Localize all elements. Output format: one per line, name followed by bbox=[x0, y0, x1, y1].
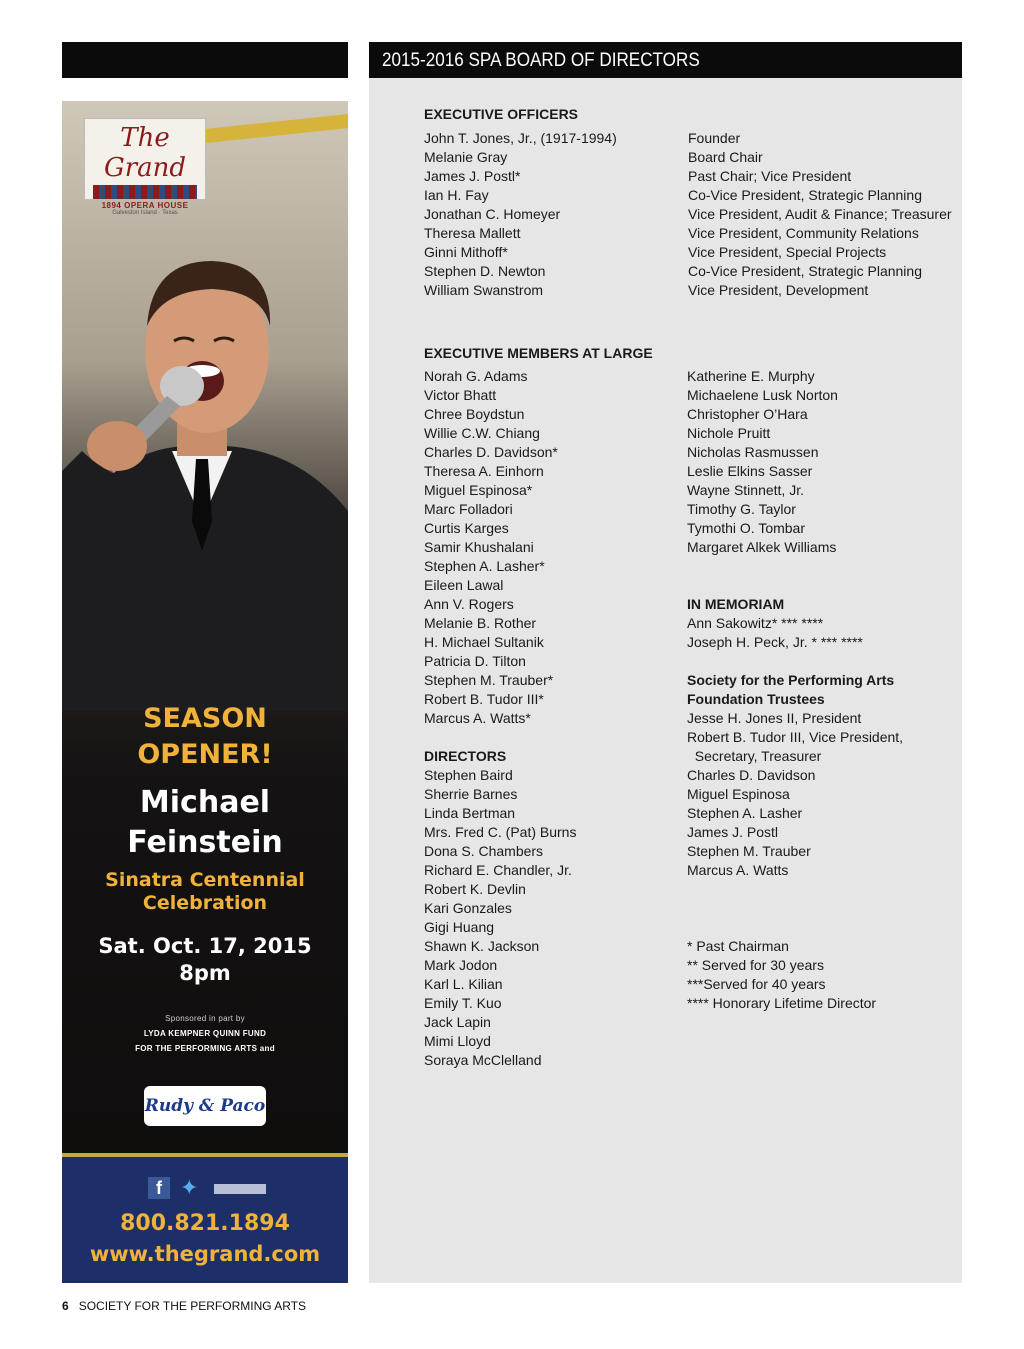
director-name: Mimi Lloyd bbox=[424, 1033, 491, 1049]
ad-sponsor-line-1: Sponsored in part by bbox=[165, 1014, 245, 1023]
page-number: 6 bbox=[62, 1299, 69, 1313]
member-name: Eileen Lawal bbox=[424, 577, 504, 593]
spacer bbox=[687, 557, 903, 595]
member-name: Stephen A. Lasher* bbox=[424, 558, 545, 574]
member-name: Melanie B. Rother bbox=[424, 615, 537, 631]
ad-event-line-2: Celebration bbox=[142, 892, 268, 914]
memoriam-name: Joseph H. Peck, Jr. * *** **** bbox=[687, 634, 863, 650]
member-name: Willie C.W. Chiang bbox=[424, 425, 540, 441]
social-badge-icon bbox=[214, 1184, 266, 1194]
officer-title: Vice President, Audit & Finance; Treasurer bbox=[688, 206, 952, 222]
officer-title: Vice President, Special Projects bbox=[688, 244, 887, 260]
section-heading-foundation-2: Foundation Trustees bbox=[687, 691, 825, 707]
member-name: Christopher O’Hara bbox=[687, 406, 808, 422]
publication-name: SOCIETY FOR THE PERFORMING ARTS bbox=[78, 1299, 307, 1313]
logo-location: Galveston Island · Texas bbox=[112, 210, 178, 216]
trustee-name: Secretary, Treasurer bbox=[687, 748, 822, 764]
memoriam-name: Ann Sakowitz* *** **** bbox=[687, 615, 824, 631]
twitter-icon: ✦ bbox=[180, 1175, 199, 1200]
rudy-paco-logo-text: Rudy & Paco bbox=[144, 1096, 266, 1116]
executive-officers-titles bbox=[688, 129, 952, 300]
trustee-name: Jesse H. Jones II, President bbox=[687, 710, 862, 726]
director-name: Soraya McClelland bbox=[424, 1052, 542, 1068]
ad-date: Sat. Oct. 17, 2015 bbox=[98, 934, 312, 958]
trustee-name: Marcus A. Watts bbox=[687, 862, 789, 878]
member-name: Samir Khushalani bbox=[424, 539, 534, 555]
member-name: Michaelene Lusk Norton bbox=[687, 387, 838, 403]
officer-name: Melanie Gray bbox=[424, 149, 508, 165]
ad-sponsor-line-2: LYDA KEMPNER QUINN FUND bbox=[143, 1029, 267, 1038]
the-grand-logo bbox=[84, 118, 206, 216]
ad-headline-2: OPENER! bbox=[137, 739, 273, 770]
officer-title: Co-Vice President, Strategic Planning bbox=[688, 263, 922, 279]
trustee-name: Miguel Espinosa bbox=[687, 786, 790, 802]
ad-headline-1: SEASON bbox=[143, 703, 267, 734]
advertisement bbox=[62, 101, 348, 1283]
officer-name: John T. Jones, Jr., (1917-1994) bbox=[424, 130, 617, 146]
members-at-large-col2 bbox=[687, 367, 903, 1013]
member-name: Victor Bhatt bbox=[424, 387, 497, 403]
director-name: Shawn K. Jackson bbox=[424, 938, 540, 954]
officer-name: Ginni Mithoff* bbox=[424, 244, 508, 260]
director-name: Emily T. Kuo bbox=[424, 995, 502, 1011]
member-name: Curtis Karges bbox=[424, 520, 509, 536]
trustee-name: Stephen M. Trauber bbox=[687, 843, 811, 859]
logo-subtitle: 1894 OPERA HOUSE bbox=[101, 201, 189, 210]
director-name: Kari Gonzales bbox=[424, 900, 512, 916]
member-name: H. Michael Sultanik bbox=[424, 634, 544, 650]
member-name: Patricia D. Tilton bbox=[424, 653, 526, 669]
director-name: Richard E. Chandler, Jr. bbox=[424, 862, 572, 878]
member-name: Margaret Alkek Williams bbox=[687, 539, 837, 555]
officer-title: Vice President, Community Relations bbox=[688, 225, 919, 241]
member-name: Norah G. Adams bbox=[424, 368, 528, 384]
member-name: Robert B. Tudor III* bbox=[424, 691, 544, 707]
spacer bbox=[424, 728, 653, 747]
director-name: Mark Jodon bbox=[424, 957, 498, 973]
legend-item: ** Served for 30 years bbox=[687, 957, 824, 973]
director-name: Linda Bertman bbox=[424, 805, 516, 821]
left-header-bar bbox=[62, 42, 348, 78]
legend-item: **** Honorary Lifetime Director bbox=[687, 995, 877, 1011]
performer-photo bbox=[62, 191, 348, 711]
ad-website: www.thegrand.com bbox=[89, 1242, 321, 1266]
section-heading-directors: DIRECTORS bbox=[424, 748, 507, 764]
member-name: Nicholas Rasmussen bbox=[687, 444, 819, 460]
member-name: Timothy G. Taylor bbox=[687, 501, 796, 517]
trustee-name: Charles D. Davidson bbox=[687, 767, 816, 783]
legend-item: ***Served for 40 years bbox=[687, 976, 826, 992]
member-name: Marcus A. Watts* bbox=[424, 710, 531, 726]
member-name: Leslie Elkins Sasser bbox=[687, 463, 813, 479]
ad-event-line-1: Sinatra Centennial bbox=[105, 869, 305, 891]
executive-officers-names bbox=[424, 105, 617, 300]
member-name: Charles D. Davidson* bbox=[424, 444, 558, 460]
ad-phone: 800.821.1894 bbox=[120, 1211, 290, 1236]
rudy-paco-logo bbox=[144, 1086, 266, 1126]
spacer bbox=[687, 880, 903, 937]
member-name: Stephen M. Trauber* bbox=[424, 672, 554, 688]
section-heading-executive-officers: EXECUTIVE OFFICERS bbox=[424, 106, 579, 122]
trustee-name: Robert B. Tudor III, Vice President, bbox=[687, 729, 904, 745]
director-name: Sherrie Barnes bbox=[424, 786, 518, 802]
facebook-icon: f bbox=[148, 1177, 170, 1199]
ad-gold-stripe bbox=[202, 113, 348, 144]
trustee-name: James J. Postl bbox=[687, 824, 779, 840]
member-name: Katherine E. Murphy bbox=[687, 368, 815, 384]
trustee-name: Stephen A. Lasher bbox=[687, 805, 803, 821]
member-name: Nichole Pruitt bbox=[687, 425, 771, 441]
page-title: 2015-2016 SPA BOARD OF DIRECTORS bbox=[382, 50, 700, 71]
section-heading-in-memoriam: IN MEMORIAM bbox=[687, 596, 785, 612]
director-name: Stephen Baird bbox=[424, 767, 513, 783]
legend-item: * Past Chairman bbox=[687, 938, 789, 954]
officer-title: Vice President, Development bbox=[688, 282, 869, 298]
officer-name: James J. Postl* bbox=[424, 168, 521, 184]
ad-performer-first: Michael bbox=[139, 785, 271, 820]
ad-performer-last: Feinstein bbox=[127, 825, 283, 860]
members-at-large-col1 bbox=[424, 344, 653, 1070]
member-name: Chree Boydstun bbox=[424, 406, 525, 422]
officer-name: Theresa Mallett bbox=[424, 225, 521, 241]
member-name: Marc Folladori bbox=[424, 501, 513, 517]
logo-script-text: The Grand bbox=[103, 123, 187, 183]
ad-contact-text bbox=[62, 1209, 348, 1269]
member-name: Theresa A. Einhorn bbox=[424, 463, 544, 479]
director-name: Robert K. Devlin bbox=[424, 881, 526, 897]
spacer bbox=[687, 652, 903, 671]
page-footer bbox=[62, 1299, 306, 1313]
director-name: Mrs. Fred C. (Pat) Burns bbox=[424, 824, 577, 840]
section-heading-foundation-1: Society for the Performing Arts bbox=[687, 672, 895, 688]
officer-name: Ian H. Fay bbox=[424, 187, 489, 203]
ad-text-block bbox=[62, 701, 348, 1056]
officer-name: William Swanstrom bbox=[424, 282, 544, 298]
director-name: Dona S. Chambers bbox=[424, 843, 544, 859]
section-heading-members-at-large: EXECUTIVE MEMBERS AT LARGE bbox=[424, 345, 653, 361]
officer-name: Jonathan C. Homeyer bbox=[424, 206, 561, 222]
ad-sponsor-text bbox=[62, 1011, 348, 1056]
member-name: Wayne Stinnett, Jr. bbox=[687, 482, 804, 498]
officer-name: Stephen D. Newton bbox=[424, 263, 546, 279]
director-name: Jack Lapin bbox=[424, 1014, 491, 1030]
officer-title: Board Chair bbox=[688, 149, 763, 165]
member-name: Ann V. Rogers bbox=[424, 596, 514, 612]
officer-title: Co-Vice President, Strategic Planning bbox=[688, 187, 922, 203]
member-name: Miguel Espinosa* bbox=[424, 482, 533, 498]
officer-title: Founder bbox=[688, 130, 741, 146]
page-title-bar bbox=[369, 42, 962, 78]
ad-sponsor-line-3: FOR THE PERFORMING ARTS and bbox=[135, 1044, 275, 1053]
member-name: Tymothi O. Tombar bbox=[687, 520, 806, 536]
ad-time: 8pm bbox=[179, 961, 231, 985]
officer-title: Past Chair; Vice President bbox=[688, 168, 852, 184]
ad-contact-band bbox=[62, 1153, 348, 1283]
director-name: Karl L. Kilian bbox=[424, 976, 503, 992]
director-name: Gigi Huang bbox=[424, 919, 495, 935]
